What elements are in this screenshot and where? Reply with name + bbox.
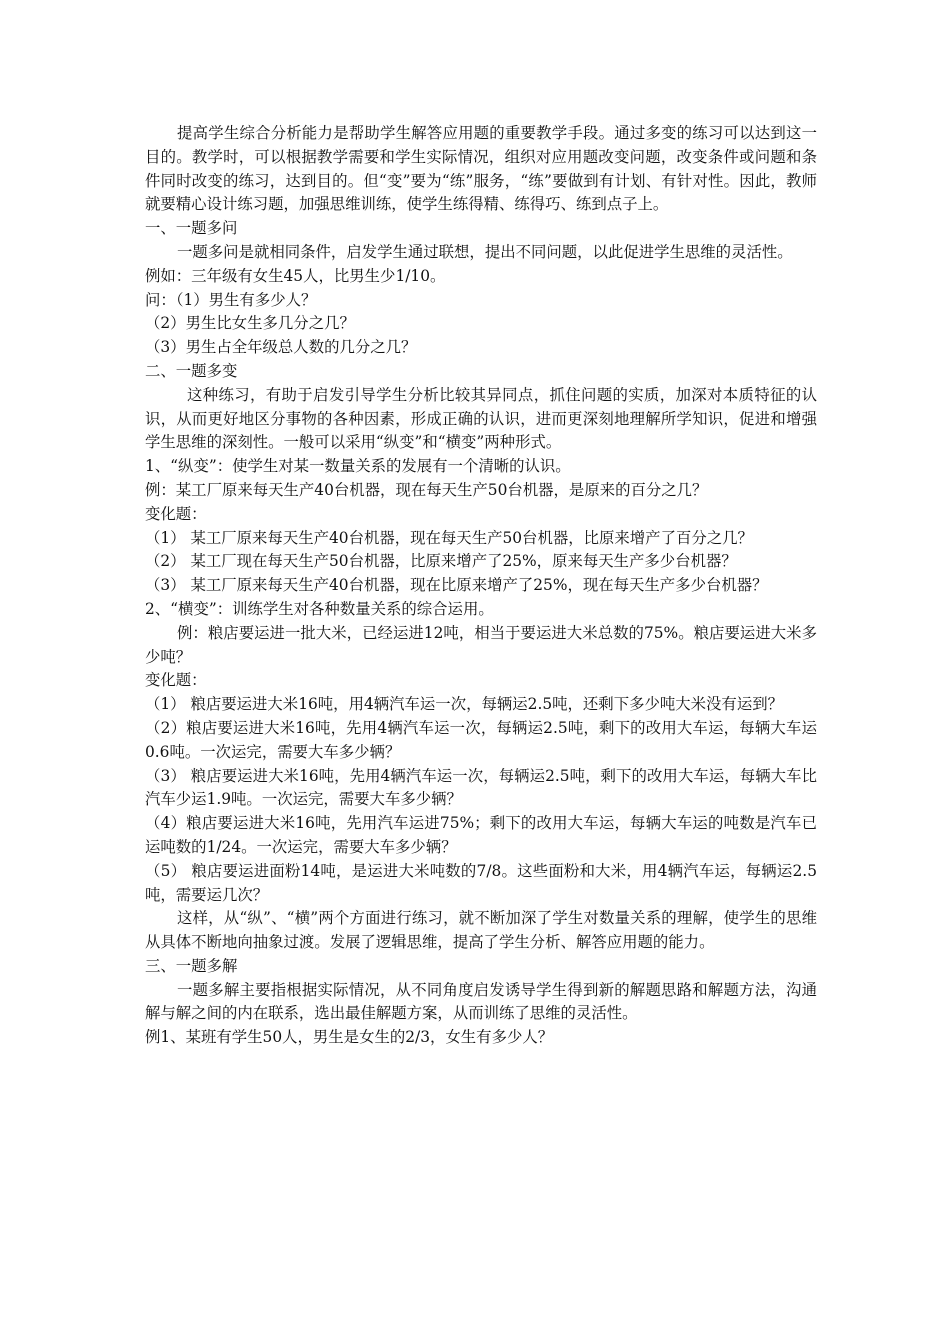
example-paragraph: 例：粮店要运进一批大米，已经运进12吨，相当于要运进大米总数的75%。粮店要运进大米多少吨？ xyxy=(145,623,817,666)
example-line: 例1、某班有学生50人，男生是女生的2/3，女生有多少人？ xyxy=(145,1028,554,1047)
question-line: 问：（1）男生有多少人？ xyxy=(145,290,317,309)
variation-item: （3） 某工厂原来每天生产40台机器，现在比原来增产了25%，现在每天生产多少台机器？ xyxy=(145,576,768,595)
section-3-description: 一题多解主要指根据实际情况，从不同角度启发诱导学生得到新的解题思路和解题方法，沟通解与解之间的内在联系，选出最佳解题方案，从而训练了思维的灵活性。 xyxy=(145,980,817,1023)
variation-item: （2） 某工厂现在每天生产50台机器，比原来增产了25%，原来每天生产多少台机器？ xyxy=(145,552,737,571)
variation-item: （1） 粮店要运进大米16吨，用4辆汽车运一次，每辆运2.5吨，还剩下多少吨大米没有运到？ xyxy=(145,695,783,714)
variation-item: （3） 粮店要运进大米16吨，先用4辆汽车运一次，每辆运2.5吨，剩下的改用大车运，每辆大车比汽车少运1.9吨。一次运完，需要大车多少辆？ xyxy=(145,766,817,809)
subsection-heading-horizontal: 2、“横变”：训练学生对各种数量关系的综合运用。 xyxy=(145,599,494,618)
subsection-heading-vertical: 1、“纵变”：使学生对某一数量关系的发展有一个清晰的认识。 xyxy=(145,457,571,476)
question-line: （3）男生占全年级总人数的几分之几？ xyxy=(145,338,417,357)
variation-item: （2）粮店要运进大米16吨，先用4辆汽车运一次，每辆运2.5吨，剩下的改用大车运，每辆大车运0.6吨。一次运完，需要大车多少辆？ xyxy=(145,718,817,761)
example-line: 例：某工厂原来每天生产40台机器，现在每天生产50台机器，是原来的百分之几？ xyxy=(145,480,708,499)
variation-item: （4）粮店要运进大米16吨，先用汽车运进75%；剩下的改用大车运，每辆大车运的吨数是汽车已运吨数的1/24。一次运完，需要大车多少辆？ xyxy=(145,814,817,856)
variation-item: （5） 粮店要运进面粉14吨，是运进大米吨数的7/8。这些面粉和大米，用4辆汽车运，每辆运2.5吨，需要运几次？ xyxy=(145,861,817,904)
section-heading-3: 三、一题多解 xyxy=(145,956,238,975)
section-heading-2: 二、一题多变 xyxy=(145,361,238,380)
variation-item: （1） 某工厂原来每天生产40台机器，现在每天生产50台机器，比原来增产了百分之几？ xyxy=(145,528,753,547)
question-line: （2）男生比女生多几分之几？ xyxy=(145,314,355,333)
section-2-description: 这种练习，有助于启发引导学生分析比较其异同点，抓住问题的实质，加深对本质特征的认识，从而更好地区分事物的各种因素，形成正确的认识，进而更深刻地理解所学知识，促进和增强学生思维的深刻性。一般可以采用“纵变”和“横变”两种形式。 xyxy=(145,385,817,452)
variation-label: 变化题： xyxy=(145,671,207,690)
summary-paragraph: 这样，从“纵”、“横”两个方面进行练习，就不断加深了学生对数量关系的理解，使学生的思维从具体不断地向抽象过渡。发展了逻辑思维，提高了学生分析、解答应用题的能力。 xyxy=(145,909,817,952)
document-page xyxy=(145,122,817,1050)
section-heading-1: 一、一题多问 xyxy=(145,219,238,238)
example-line: 例如：三年级有女生45人，比男生少1/10。 xyxy=(145,266,446,285)
intro-paragraph: 提高学生综合分析能力是帮助学生解答应用题的重要教学手段。通过多变的练习可以达到这一目的。教学时，可以根据教学需要和学生实际情况，组织对应用题改变问题，改变条件或问题和条件同时改变的练习，达到目的。但“变”要为“练”服务，“练”要做到有计划、有针对性。因此，教师就要精心设计练习题，加强思维训练，使学生练得精、练得巧、练到点子上。 xyxy=(145,124,817,214)
variation-label: 变化题： xyxy=(145,504,207,523)
section-1-description: 一题多问是就相同条件，启发学生通过联想，提出不同问题，以此促进学生思维的灵活性。 xyxy=(177,242,793,261)
